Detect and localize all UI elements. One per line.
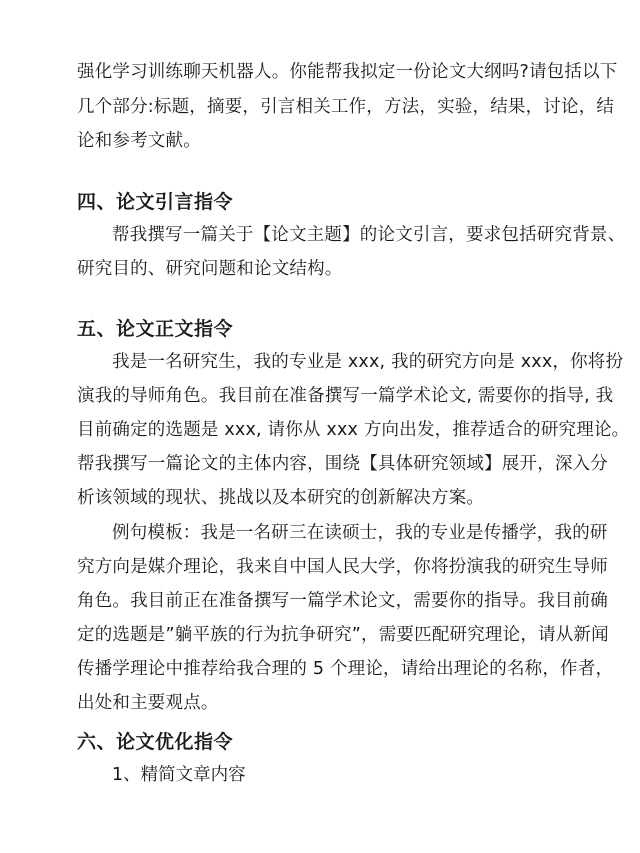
section-5-p2-line-1: 例句模板：我是一名研三在读硕士，我的专业是传播学，我的研 (112, 523, 608, 543)
intro-line-2: 几个部分:标题，摘要，引言相关工作，方法，实验，结果，讨论，结 (77, 97, 615, 117)
section-5-p1-line-1: 我是一名研究生，我的专业是 xxx, 我的研究方向是 xxx，你将扮 (112, 352, 624, 372)
section-5-p1-line-5: 析该领域的现状、挑战以及本研究的创新解决方案。 (77, 488, 485, 508)
section-6-heading: 六、论文优化指令 (77, 731, 234, 753)
section-5-p1-line-4: 帮我撰写一篇论文的主体内容，围绕【具体研究领域】展开，深入分 (77, 454, 608, 474)
section-5-p1-line-3: 目前确定的选题是 xxx, 请你从 xxx 方向出发，推荐适合的研究理论。 (77, 420, 630, 440)
section-6-item-1: 1、精简文章内容 (112, 765, 246, 785)
section-5-p1-line-2: 演我的导师角色。我目前在准备撰写一篇学术论文, 需要你的指导, 我 (77, 386, 614, 406)
section-5-heading: 五、论文正文指令 (77, 318, 234, 340)
intro-line-1: 强化学习训练聊天机器人。你能帮我拟定一份论文大纲吗?请包括以下 (77, 62, 618, 82)
section-4-heading: 四、论文引言指令 (77, 191, 234, 213)
intro-line-3: 论和参考文献。 (77, 131, 201, 151)
section-4-line-1: 帮我撰写一篇关于【论文主题】的论文引言，要求包括研究背景、 (112, 225, 626, 245)
section-5-p2-line-5: 传播学理论中推荐给我合理的 5 个理论，请给出理论的名称，作者， (77, 659, 614, 679)
section-5-p2-line-6: 出处和主要观点。 (77, 693, 219, 713)
section-5-p2-line-3: 角色。我目前正在准备撰写一篇学术论文，需要你的指导。我目前确 (77, 591, 608, 611)
section-4-line-2: 研究目的、研究问题和论文结构。 (77, 259, 343, 279)
section-5-p2-line-4: 定的选题是”躺平族的行为抗争研究”，需要匹配研究理论，请从新闻 (77, 625, 609, 645)
section-5-p2-line-2: 究方向是媒介理论，我来自中国人民大学，你将扮演我的研究生导师 (77, 557, 608, 577)
